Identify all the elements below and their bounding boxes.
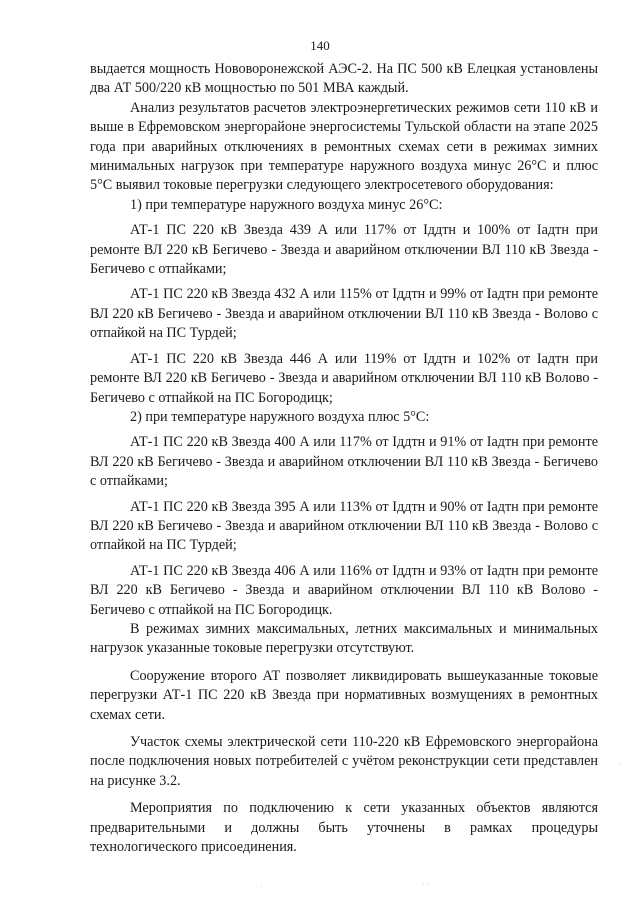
paragraph-second-at: Сооружение второго АТ позволяет ликвидировать вышеуказанные токовые перегрузки АТ-1 ПС 220 кВ Звезда при нормативных возмущениях в ремонтных схемах сети. [90, 667, 598, 723]
paragraph-overload-6: АТ-1 ПС 220 кВ Звезда 406 А или 116% от Iддтн и 93% от Iадтн при ремонте ВЛ 220 кВ Бегичево - Звезда и аварийном отключении ВЛ 110 кВ Волово - Бегичево с отпайкой на ПС Богородицк. [90, 562, 598, 618]
paragraph-case-minus-26: 1) при температуре наружного воздуха минус 26°С: [130, 196, 443, 213]
paragraph-no-overload: В режимах зимних максимальных, летних максимальных и минимальных нагрузок указанные токовые перегрузки отсутствуют. [90, 620, 598, 657]
scan-speck: · · [422, 880, 430, 889]
scan-speck: · [260, 882, 263, 891]
paragraph-analysis: Анализ результатов расчетов электроэнергетических режимов сети 110 кВ и выше в Ефремовском энергорайоне энергосистемы Тульской области на этапе 2025 года при аварийных отключениях в ремонтных схемах сети в режимах зимних минимальных нагрузок при температуре наружного воздуха минус 26°С и плюс 5°С выявил токовые перегрузки следующего электросетевого оборудования: [90, 99, 598, 194]
paragraph-overload-1: АТ-1 ПС 220 кВ Звезда 439 А или 117% от Iддтн и 100% от Iадтн при ремонте ВЛ 220 кВ Бегичево - Звезда и аварийном отключении ВЛ 110 кВ Звезда - Бегичево с отпайками; [90, 222, 598, 278]
paragraph-overload-2: АТ-1 ПС 220 кВ Звезда 432 А или 115% от Iддтн и 99% от Iадтн при ремонте ВЛ 220 кВ Бегичево - Звезда и аварийном отключении ВЛ 110 кВ Звезда - Волово с отпайкой на ПС Турдей; [90, 286, 598, 342]
document-body [90, 60, 598, 857]
paragraph-overload-3: АТ-1 ПС 220 кВ Звезда 446 А или 119% от Iддтн и 102% от Iадтн при ремонте ВЛ 220 кВ Бегичево - Звезда и аварийном отключении ВЛ 110 кВ Волово - Бегичево с отпайкой на ПС Богородицк; [90, 350, 598, 406]
paragraph-network-section: Участок схемы электрической сети 110-220 кВ Ефремовского энергорайона после подключения новых потребителей с учётом реконструкции сети представлен на рисунке 3.2. [90, 734, 598, 789]
paragraph-overload-4: АТ-1 ПС 220 кВ Звезда 400 А или 117% от Iддтн и 91% от Iадтн при ремонте ВЛ 220 кВ Бегичево - Звезда и аварийном отключении ВЛ 110 кВ Звезда - Бегичево с отпайками; [90, 434, 598, 490]
scan-speck: · [618, 760, 621, 769]
page-number: 140 [310, 38, 330, 53]
paragraph-case-plus-5: 2) при температуре наружного воздуха плюс 5°С: [130, 408, 430, 425]
paragraph-overload-5: АТ-1 ПС 220 кВ Звезда 395 А или 113% от Iддтн и 90% от Iадтн при ремонте ВЛ 220 кВ Бегичево - Звезда и аварийном отключении ВЛ 110 кВ Звезда - Волово с отпайкой на ПС Турдей; [90, 498, 598, 554]
paragraph-intro-continuation: выдается мощность Нововоронежской АЭС-2. На ПС 500 кВ Елецкая установлены два АТ 500/220 кВ мощностью по 501 МВА каждый. [90, 61, 598, 97]
paragraph-measures: Мероприятия по подключению к сети указанных объектов являются предварительными и должны быть уточнены в рамках процедуры технологического присоединения. [90, 800, 598, 856]
